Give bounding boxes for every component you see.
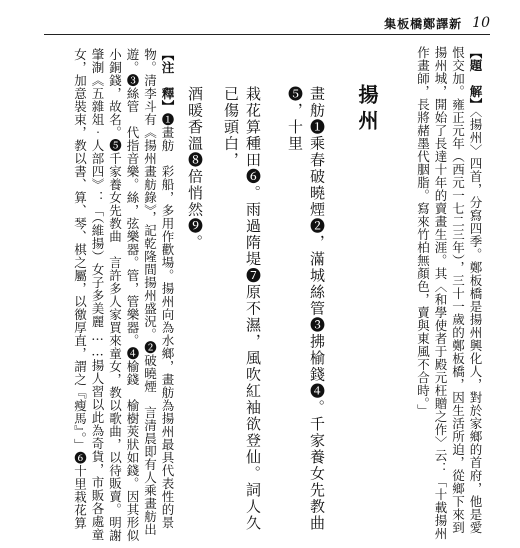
poem-section bbox=[176, 46, 334, 546]
notes-text bbox=[16, 48, 176, 548]
poem-line: 栽花算種田❻。雨過隋堤❼原不濕，風吹紅袖欲登仙。詞人久已傷頭白， bbox=[220, 86, 264, 546]
running-header bbox=[384, 12, 490, 34]
explanation-text bbox=[384, 46, 484, 546]
header-rule bbox=[44, 34, 490, 35]
poem-title: 揚州 bbox=[356, 84, 378, 136]
explanation-body: 〈揚州〉四首，分寫四季。鄭板橋是揚州興化人，對於家鄉的首府，他是愛恨交加。雍正元年（西元一七二三年），三十一歲的鄭板橋，因生活所迫，從鄉下來到揚州城，開始了長達十年的賣畫生涯。其〈和學使者于殿元枉贈之作〉云：「十載揚州作畫師，長將赭墨代胭脂。寫來竹柏無顏色，賣與東風不合時。」 bbox=[416, 46, 484, 540]
notes-section bbox=[16, 48, 176, 548]
page-body bbox=[80, 46, 484, 480]
notes-label: 【注 釋】 bbox=[160, 48, 175, 113]
page-number: 10 bbox=[472, 15, 490, 31]
poem-line: 畫舫❶乘春破曉煙❷，滿城絲管❸拂榆錢❹。千家養女先教曲❺，十里 bbox=[284, 86, 328, 546]
poem-line: 酒暖香溫❽倍悄然❾。 bbox=[184, 86, 206, 546]
running-title: 集板橋鄭譯新 bbox=[384, 15, 462, 32]
explanation-section bbox=[384, 46, 484, 546]
explanation-label: 【題 解】 bbox=[468, 46, 483, 111]
notes-body: ❶畫舫 彩船，多用作歡場。揚州向為水鄉，畫舫為揚州最具代表性的景物。清李斗有《揚州畫舫錄》，記乾隆間揚州盛況。❷破曉煙 言清晨即有人乘畫舫出遊。❸絲管 代指音樂。絲，弦樂器。管，管樂器。❹榆錢 榆樹莢狀如錢。因其形似小銅錢，故名。❺千家養女先教曲 言許多人家買來童女，教以歌曲，以待販賣。明謝肇淛《五雜俎‧人部四》：「（維揚）女子多美麗……揚人習以此為奇貨，市販各處童女，加意裝束，教以書、算、琴、棋之屬，以徼厚直，謂之『瘦馬』。」❻十里栽花算 bbox=[73, 48, 176, 542]
